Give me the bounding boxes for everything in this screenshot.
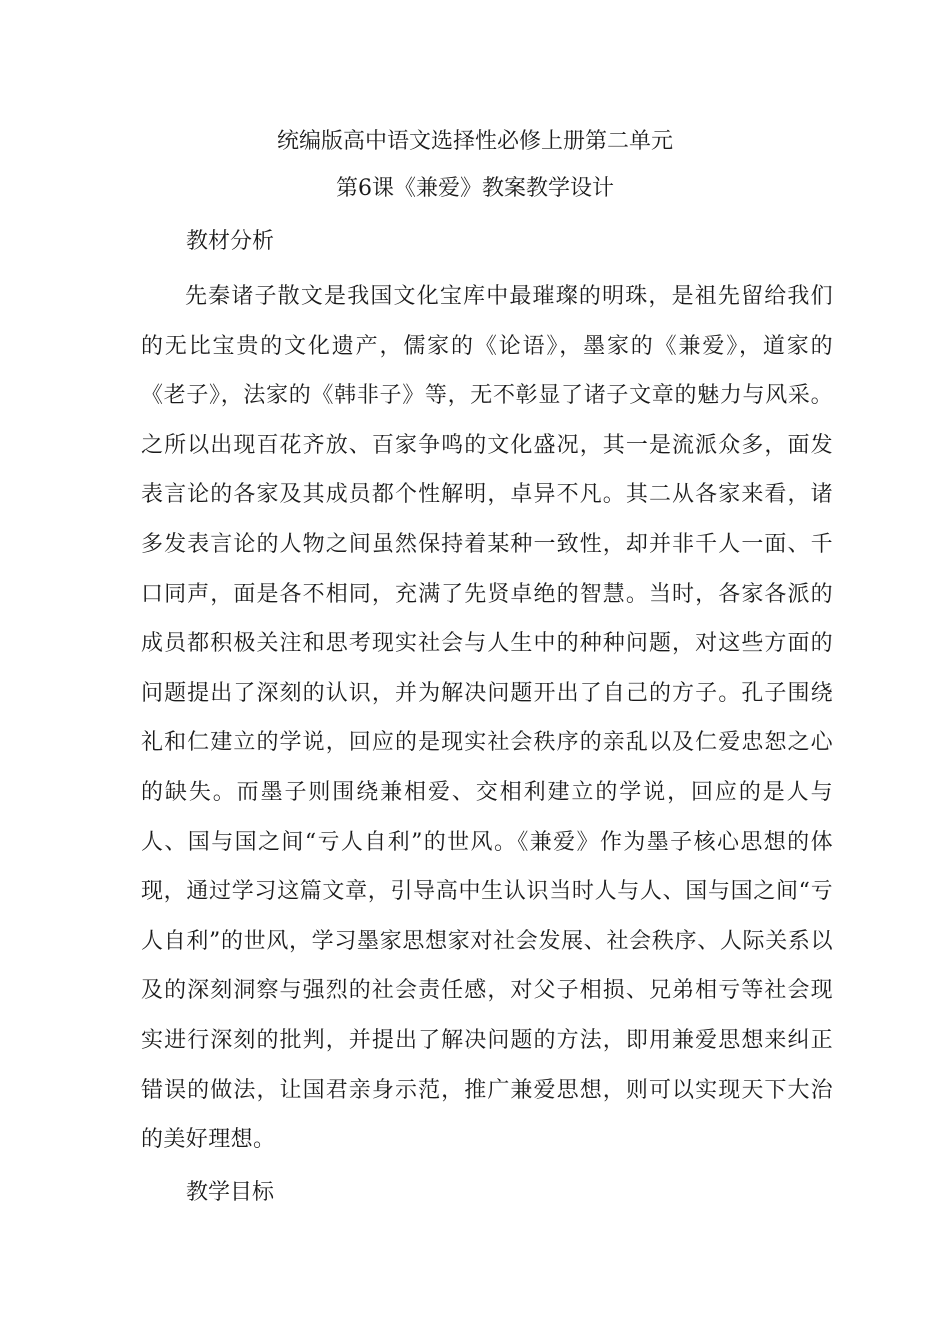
section-heading-teaching-goals: 教学目标 bbox=[186, 1180, 275, 1205]
document-title: 统编版高中语文选择性必修上册第二单元 bbox=[276, 129, 673, 154]
section-body-textbook-analysis: 先秦诸子散文是我国文化宝库中最璀璨的明珠，是祖先留给我们的无比宝贵的文化遗产，儒家的《论语》，墨家的《兼爱》，道家的《老子》，法家的《韩非子》等，无不彰显了诸子文章的魅力与风采。之所以出现百花齐放、百家争鸣的文化盛况，其一是流派众多，面发表言论的各家及其成员都个性解明，卓异不凡。其二从各家来看，诸多发表言论的人物之间虽然保持着某种一致性，却并非千人一面、千口同声，面是各不相同，充满了先贤卓绝的智慧。当时，各家各派的成员都积极关注和思考现实社会与人生中的种种问题，对这些方面的问题提出了深刻的认识，并为解决问题开出了自己的方子。孔子围绕礼和仁建立的学说，回应的是现实社会秩序的亲乱以及仁爱忠恕之心的缺失。而墨子则围绕兼相爱、交相利建立的学说，回应的是人与人、国与国之间“亏人自利”的世风。《兼爱》作为墨子核心思想的体现，通过学习这篇文章，引导高中生认识当时人与人、国与国之间“亏人自利”的世风，学习墨家思想家对社会发展、社会秩序、人际关系以及的深刻洞察与强烈的社会责任感，对父子相损、兄弟相亏等社会现实进行深刻的批判，并提出了解决问题的方法，即用兼爱思想来纠正错误的做法，让国君亲身示范，推广兼爱思想，则可以实现天下大治的美好理想。 bbox=[141, 284, 833, 1153]
section-heading-textbook-analysis: 教材分析 bbox=[186, 229, 275, 254]
document-subtitle: 第6课《兼爱》教案教学设计 bbox=[336, 176, 614, 201]
